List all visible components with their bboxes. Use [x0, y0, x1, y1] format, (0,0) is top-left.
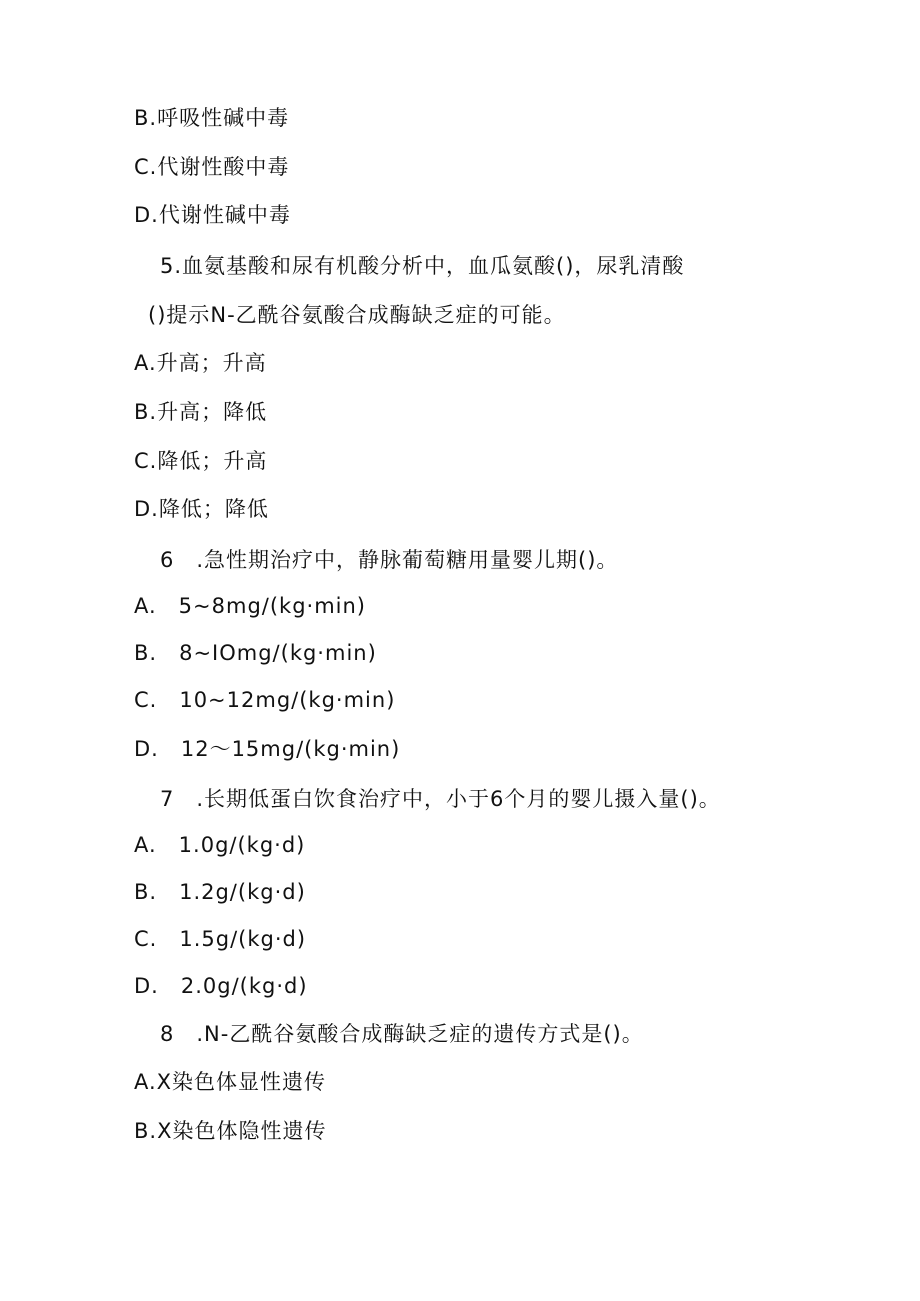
question-7-option-c: C. 1.5g∕(kg·d) [134, 927, 307, 951]
question-6-option-a: A. 5~8mg∕(kg·min) [134, 594, 367, 618]
question-7-option-d: D. 2.0g∕(kg·d) [134, 974, 308, 998]
question-6-option-c: C. 10~12mg∕(kg·min) [134, 688, 396, 712]
question-6-option-d: D. 12〜15mg∕(kg·min) [134, 737, 401, 761]
question-6-option-b: B. 8~IOmg∕(kg·min) [134, 641, 377, 665]
question-8: 8 .N-乙酰谷氨酸合成酶缺乏症的遗传方式是()。 [160, 1022, 644, 1046]
question-8-option-b: B.X染色体隐性遗传 [134, 1119, 327, 1143]
option-b-respiratory-alkalosis: B.呼吸性碱中毒 [134, 106, 290, 130]
question-7-option-a: A. 1.0g∕(kg·d) [134, 833, 306, 857]
question-5-option-c: C.降低；升高 [134, 449, 268, 473]
question-5-line-1: 5.血氨基酸和尿有机酸分析中，血瓜氨酸()，尿乳清酸 [160, 254, 685, 278]
option-d-metabolic-alkalosis: D.代谢性碱中毒 [134, 203, 291, 227]
question-5-line-2: ()提示N-乙酰谷氨酸合成酶缺乏症的可能。 [148, 303, 566, 327]
option-c-metabolic-acidosis: C.代谢性酸中毒 [134, 155, 290, 179]
question-7: 7 .长期低蛋白饮食治疗中，小于6个月的婴儿摄入量()。 [160, 787, 721, 811]
question-6: 6 .急性期治疗中，静脉葡萄糖用量婴儿期()。 [160, 548, 619, 572]
question-5-option-a: A.升高；升高 [134, 351, 267, 375]
question-5-option-d: D.降低；降低 [134, 497, 269, 521]
question-5-option-b: B.升高；降低 [134, 400, 268, 424]
question-8-option-a: A.X染色体显性遗传 [134, 1070, 327, 1094]
question-7-option-b: B. 1.2g∕(kg·d) [134, 880, 306, 904]
